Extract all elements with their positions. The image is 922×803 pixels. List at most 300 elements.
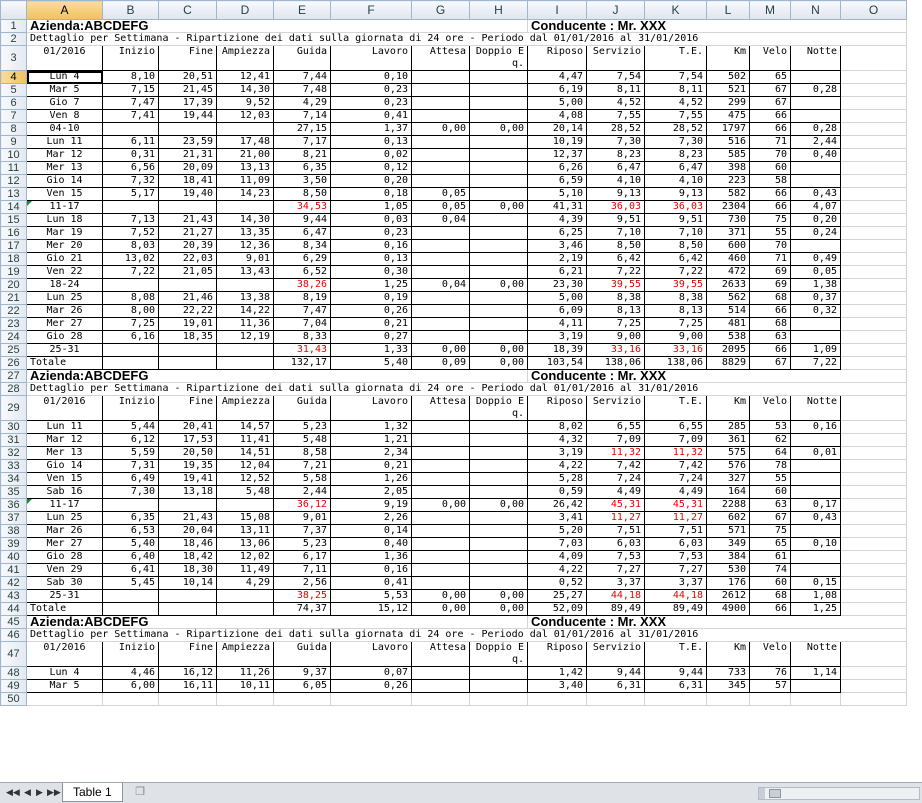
value-cell[interactable]: 22,22 <box>159 305 217 318</box>
value-cell[interactable] <box>470 188 528 201</box>
value-cell[interactable]: 8,13 <box>587 305 645 318</box>
value-cell[interactable]: 13,11 <box>217 525 274 538</box>
value-cell[interactable]: 9,44 <box>645 667 707 680</box>
value-cell[interactable]: 2,19 <box>528 253 587 266</box>
value-cell[interactable]: 7,54 <box>587 71 645 84</box>
value-cell[interactable]: 0,20 <box>791 214 841 227</box>
value-cell[interactable]: 0,09 <box>412 357 470 370</box>
value-cell[interactable]: 0,40 <box>791 149 841 162</box>
value-cell[interactable]: 7,24 <box>587 473 645 486</box>
empty-cell[interactable] <box>841 201 907 214</box>
value-cell[interactable]: 0,07 <box>331 667 412 680</box>
value-cell[interactable]: 0,24 <box>791 227 841 240</box>
value-cell[interactable] <box>791 564 841 577</box>
empty-cell[interactable] <box>841 564 907 577</box>
value-cell[interactable]: 481 <box>707 318 750 331</box>
new-sheet-icon[interactable]: ❐ <box>135 786 145 798</box>
scrollbar-thumb[interactable] <box>769 789 781 798</box>
value-cell[interactable]: 4,22 <box>528 564 587 577</box>
value-cell[interactable]: 571 <box>707 525 750 538</box>
header-cell[interactable] <box>750 46 791 71</box>
value-cell[interactable]: 20,14 <box>528 123 587 136</box>
value-cell[interactable]: 6,41 <box>103 564 159 577</box>
value-cell[interactable]: 0,20 <box>331 175 412 188</box>
row-header-48[interactable]: 48 <box>1 667 27 680</box>
sheet-tab-table-1[interactable]: Table 1 <box>62 783 123 802</box>
value-cell[interactable]: 6,11 <box>103 136 159 149</box>
value-cell[interactable]: 7,25 <box>645 318 707 331</box>
value-cell[interactable]: 6,42 <box>587 253 645 266</box>
value-cell[interactable] <box>412 318 470 331</box>
value-cell[interactable] <box>217 279 274 292</box>
value-cell[interactable]: 3,41 <box>528 512 587 525</box>
value-cell[interactable]: 26,42 <box>528 499 587 512</box>
value-cell[interactable]: 8,11 <box>645 84 707 97</box>
row-label-cell[interactable]: Gio 28 <box>27 331 103 344</box>
row-header-49[interactable]: 49 <box>1 680 27 693</box>
row-label-cell[interactable]: Gio 7 <box>27 97 103 110</box>
empty-cell[interactable] <box>841 318 907 331</box>
value-cell[interactable]: 14,51 <box>217 447 274 460</box>
value-cell[interactable]: 9,44 <box>274 214 331 227</box>
value-cell[interactable] <box>412 97 470 110</box>
value-cell[interactable]: 8,08 <box>103 292 159 305</box>
value-cell[interactable]: 66 <box>750 123 791 136</box>
value-cell[interactable]: 2633 <box>707 279 750 292</box>
row-label-cell[interactable]: Sab 30 <box>27 577 103 590</box>
value-cell[interactable]: 62 <box>750 434 791 447</box>
value-cell[interactable]: 9,52 <box>217 97 274 110</box>
value-cell[interactable]: 7,22 <box>103 266 159 279</box>
value-cell[interactable]: 7,10 <box>587 227 645 240</box>
value-cell[interactable]: 11,36 <box>217 318 274 331</box>
value-cell[interactable] <box>412 434 470 447</box>
value-cell[interactable] <box>103 279 159 292</box>
value-cell[interactable]: 6,47 <box>274 227 331 240</box>
value-cell[interactable]: 2304 <box>707 201 750 214</box>
value-cell[interactable]: 3,19 <box>528 331 587 344</box>
value-cell[interactable]: 41,31 <box>528 201 587 214</box>
value-cell[interactable]: 7,27 <box>587 564 645 577</box>
value-cell[interactable] <box>217 603 274 616</box>
value-cell[interactable]: 3,46 <box>528 240 587 253</box>
row-label-cell[interactable]: Lun 11 <box>27 136 103 149</box>
row-label-cell[interactable]: Ven 8 <box>27 110 103 123</box>
value-cell[interactable]: 14,30 <box>217 84 274 97</box>
value-cell[interactable]: 15,08 <box>217 512 274 525</box>
value-cell[interactable] <box>470 110 528 123</box>
value-cell[interactable]: 66 <box>750 344 791 357</box>
header-cell[interactable] <box>103 396 159 421</box>
value-cell[interactable]: 10,11 <box>217 680 274 693</box>
value-cell[interactable] <box>470 680 528 693</box>
value-cell[interactable]: 8,23 <box>645 149 707 162</box>
value-cell[interactable]: 0,10 <box>791 538 841 551</box>
header-cell[interactable] <box>645 396 707 421</box>
value-cell[interactable]: 7,47 <box>274 305 331 318</box>
value-cell[interactable]: 9,01 <box>274 512 331 525</box>
row-header-14[interactable]: 14 <box>1 201 27 214</box>
value-cell[interactable]: 0,12 <box>331 162 412 175</box>
empty-cell[interactable] <box>841 486 907 499</box>
value-cell[interactable] <box>470 214 528 227</box>
row-label-cell[interactable]: Mar 26 <box>27 525 103 538</box>
empty-cell[interactable] <box>841 331 907 344</box>
value-cell[interactable]: 5,10 <box>528 188 587 201</box>
value-cell[interactable]: 57 <box>750 680 791 693</box>
value-cell[interactable] <box>103 201 159 214</box>
value-cell[interactable]: 18,35 <box>159 331 217 344</box>
row-label-cell[interactable]: 04-10 <box>27 123 103 136</box>
empty-cell[interactable] <box>841 214 907 227</box>
value-cell[interactable] <box>412 680 470 693</box>
value-cell[interactable]: 8,50 <box>587 240 645 253</box>
row-header-32[interactable]: 32 <box>1 447 27 460</box>
value-cell[interactable]: 7,25 <box>103 318 159 331</box>
value-cell[interactable]: 0,10 <box>331 71 412 84</box>
row-label-cell[interactable]: 25-31 <box>27 344 103 357</box>
value-cell[interactable] <box>470 162 528 175</box>
value-cell[interactable]: 0,13 <box>331 136 412 149</box>
value-cell[interactable]: 10,14 <box>159 577 217 590</box>
header-cell[interactable] <box>217 46 274 71</box>
empty-cell[interactable] <box>159 693 217 706</box>
value-cell[interactable]: 223 <box>707 175 750 188</box>
value-cell[interactable]: 7,53 <box>645 551 707 564</box>
value-cell[interactable]: 5,58 <box>274 473 331 486</box>
value-cell[interactable] <box>470 253 528 266</box>
value-cell[interactable]: 6,56 <box>103 162 159 175</box>
value-cell[interactable]: 6,09 <box>528 305 587 318</box>
value-cell[interactable]: 74,37 <box>274 603 331 616</box>
header-cell[interactable] <box>528 642 587 667</box>
value-cell[interactable]: 4,39 <box>528 214 587 227</box>
value-cell[interactable]: 8,50 <box>645 240 707 253</box>
value-cell[interactable]: 7,37 <box>274 525 331 538</box>
value-cell[interactable]: 1,05 <box>331 201 412 214</box>
value-cell[interactable]: 6,52 <box>274 266 331 279</box>
value-cell[interactable]: 0,00 <box>470 499 528 512</box>
value-cell[interactable]: 5,00 <box>528 97 587 110</box>
value-cell[interactable]: 1797 <box>707 123 750 136</box>
value-cell[interactable]: 6,16 <box>103 331 159 344</box>
value-cell[interactable]: 0,00 <box>412 590 470 603</box>
row-header-45[interactable]: 45 <box>1 616 27 629</box>
value-cell[interactable]: 13,02 <box>103 253 159 266</box>
value-cell[interactable]: 23,30 <box>528 279 587 292</box>
value-cell[interactable] <box>103 499 159 512</box>
row-header-31[interactable]: 31 <box>1 434 27 447</box>
value-cell[interactable]: 327 <box>707 473 750 486</box>
row-header-43[interactable]: 43 <box>1 590 27 603</box>
header-cell[interactable] <box>528 396 587 421</box>
column-header-m[interactable]: M <box>750 1 791 20</box>
value-cell[interactable]: 1,38 <box>791 279 841 292</box>
header-cell[interactable] <box>103 642 159 667</box>
column-header-b[interactable]: B <box>103 1 159 20</box>
value-cell[interactable]: 7,31 <box>103 460 159 473</box>
value-cell[interactable]: 61 <box>750 551 791 564</box>
value-cell[interactable]: 19,41 <box>159 473 217 486</box>
header-cell[interactable] <box>750 642 791 667</box>
header-cell[interactable] <box>217 642 274 667</box>
value-cell[interactable]: 7,15 <box>103 84 159 97</box>
value-cell[interactable]: 0,00 <box>412 603 470 616</box>
column-header-g[interactable]: G <box>412 1 470 20</box>
empty-cell[interactable] <box>841 434 907 447</box>
value-cell[interactable]: 361 <box>707 434 750 447</box>
value-cell[interactable]: 0,30 <box>331 266 412 279</box>
row-header-50[interactable]: 50 <box>1 693 27 706</box>
value-cell[interactable] <box>791 680 841 693</box>
value-cell[interactable] <box>412 253 470 266</box>
value-cell[interactable]: 0,23 <box>331 97 412 110</box>
value-cell[interactable] <box>470 551 528 564</box>
empty-cell[interactable] <box>331 693 412 706</box>
value-cell[interactable]: 138,06 <box>587 357 645 370</box>
value-cell[interactable]: 7,21 <box>274 460 331 473</box>
value-cell[interactable]: 0,02 <box>331 149 412 162</box>
row-label-cell[interactable]: Ven 22 <box>27 266 103 279</box>
value-cell[interactable]: 28,52 <box>587 123 645 136</box>
header-cell[interactable] <box>528 46 587 71</box>
value-cell[interactable]: 3,19 <box>528 447 587 460</box>
value-cell[interactable]: 4,09 <box>528 551 587 564</box>
value-cell[interactable]: 8,23 <box>587 149 645 162</box>
value-cell[interactable]: 7,30 <box>103 486 159 499</box>
value-cell[interactable]: 11,32 <box>645 447 707 460</box>
value-cell[interactable] <box>470 331 528 344</box>
empty-cell[interactable] <box>841 149 907 162</box>
value-cell[interactable]: 0,41 <box>331 577 412 590</box>
value-cell[interactable]: 9,19 <box>331 499 412 512</box>
value-cell[interactable]: 6,53 <box>103 525 159 538</box>
empty-cell[interactable] <box>841 162 907 175</box>
row-header-29[interactable]: 29 <box>1 396 27 421</box>
empty-cell[interactable] <box>841 46 907 71</box>
value-cell[interactable]: 2,56 <box>274 577 331 590</box>
header-cell[interactable] <box>412 396 470 421</box>
value-cell[interactable]: 52,09 <box>528 603 587 616</box>
value-cell[interactable]: 398 <box>707 162 750 175</box>
empty-cell[interactable] <box>841 188 907 201</box>
row-header-44[interactable]: 44 <box>1 603 27 616</box>
empty-cell[interactable] <box>841 123 907 136</box>
value-cell[interactable]: 5,45 <box>103 577 159 590</box>
row-header-8[interactable]: 8 <box>1 123 27 136</box>
value-cell[interactable] <box>412 551 470 564</box>
row-label-cell[interactable]: 18-24 <box>27 279 103 292</box>
value-cell[interactable]: 5,17 <box>103 188 159 201</box>
value-cell[interactable]: 8829 <box>707 357 750 370</box>
row-label-cell[interactable]: Sab 16 <box>27 486 103 499</box>
row-label-cell[interactable]: 11-17 <box>27 201 103 214</box>
value-cell[interactable]: 11,26 <box>217 667 274 680</box>
header-cell[interactable] <box>27 642 103 667</box>
column-header-f[interactable]: F <box>331 1 412 20</box>
empty-cell[interactable] <box>841 590 907 603</box>
value-cell[interactable]: 6,59 <box>528 175 587 188</box>
value-cell[interactable]: 13,18 <box>159 486 217 499</box>
header-cell[interactable] <box>587 46 645 71</box>
value-cell[interactable]: 13,43 <box>217 266 274 279</box>
header-cell[interactable] <box>274 46 331 71</box>
value-cell[interactable]: 7,11 <box>274 564 331 577</box>
value-cell[interactable]: 0,00 <box>412 499 470 512</box>
value-cell[interactable]: 7,51 <box>587 525 645 538</box>
row-header-21[interactable]: 21 <box>1 292 27 305</box>
value-cell[interactable] <box>159 499 217 512</box>
row-header-34[interactable]: 34 <box>1 473 27 486</box>
value-cell[interactable] <box>470 447 528 460</box>
value-cell[interactable]: 0,27 <box>331 331 412 344</box>
value-cell[interactable]: 7,04 <box>274 318 331 331</box>
value-cell[interactable]: 12,36 <box>217 240 274 253</box>
value-cell[interactable]: 2,44 <box>274 486 331 499</box>
value-cell[interactable]: 65 <box>750 71 791 84</box>
row-header-30[interactable]: 30 <box>1 421 27 434</box>
value-cell[interactable]: 6,19 <box>528 84 587 97</box>
value-cell[interactable] <box>412 175 470 188</box>
value-cell[interactable]: 78 <box>750 460 791 473</box>
value-cell[interactable]: 1,42 <box>528 667 587 680</box>
value-cell[interactable]: 19,40 <box>159 188 217 201</box>
value-cell[interactable]: 8,34 <box>274 240 331 253</box>
value-cell[interactable]: 20,51 <box>159 71 217 84</box>
value-cell[interactable] <box>412 486 470 499</box>
empty-cell[interactable] <box>841 253 907 266</box>
value-cell[interactable]: 11,09 <box>217 175 274 188</box>
row-label-cell[interactable]: Lun 11 <box>27 421 103 434</box>
value-cell[interactable]: 21,27 <box>159 227 217 240</box>
value-cell[interactable] <box>412 71 470 84</box>
row-header-6[interactable]: 6 <box>1 97 27 110</box>
value-cell[interactable]: 460 <box>707 253 750 266</box>
value-cell[interactable]: 11,32 <box>587 447 645 460</box>
value-cell[interactable]: 33,16 <box>587 344 645 357</box>
value-cell[interactable]: 60 <box>750 162 791 175</box>
header-cell[interactable] <box>750 396 791 421</box>
value-cell[interactable]: 349 <box>707 538 750 551</box>
value-cell[interactable]: 4,11 <box>528 318 587 331</box>
value-cell[interactable]: 0,00 <box>470 590 528 603</box>
value-cell[interactable]: 0,00 <box>412 344 470 357</box>
row-header-16[interactable]: 16 <box>1 227 27 240</box>
header-cell[interactable] <box>707 642 750 667</box>
value-cell[interactable]: 1,37 <box>331 123 412 136</box>
value-cell[interactable]: 0,17 <box>791 499 841 512</box>
value-cell[interactable] <box>470 512 528 525</box>
value-cell[interactable]: 4,52 <box>645 97 707 110</box>
value-cell[interactable]: 7,27 <box>645 564 707 577</box>
value-cell[interactable]: 6,25 <box>528 227 587 240</box>
value-cell[interactable] <box>470 71 528 84</box>
value-cell[interactable] <box>103 590 159 603</box>
value-cell[interactable]: 21,31 <box>159 149 217 162</box>
row-header-13[interactable]: 13 <box>1 188 27 201</box>
value-cell[interactable]: 0,13 <box>331 253 412 266</box>
empty-cell[interactable] <box>470 693 528 706</box>
value-cell[interactable]: 0,00 <box>412 123 470 136</box>
empty-cell[interactable] <box>841 97 907 110</box>
value-cell[interactable] <box>470 421 528 434</box>
empty-cell[interactable] <box>707 693 750 706</box>
value-cell[interactable]: 6,42 <box>645 253 707 266</box>
header-cell[interactable] <box>707 46 750 71</box>
header-cell[interactable] <box>791 46 841 71</box>
row-header-17[interactable]: 17 <box>1 240 27 253</box>
value-cell[interactable]: 58 <box>750 175 791 188</box>
value-cell[interactable]: 66 <box>750 305 791 318</box>
row-header-26[interactable]: 26 <box>1 357 27 370</box>
value-cell[interactable]: 9,44 <box>587 667 645 680</box>
header-cell[interactable] <box>274 396 331 421</box>
value-cell[interactable]: 14,30 <box>217 214 274 227</box>
value-cell[interactable] <box>470 318 528 331</box>
value-cell[interactable]: 1,14 <box>791 667 841 680</box>
row-header-24[interactable]: 24 <box>1 331 27 344</box>
value-cell[interactable]: 4,46 <box>103 667 159 680</box>
value-cell[interactable]: 103,54 <box>528 357 587 370</box>
row-label-cell[interactable]: 25-31 <box>27 590 103 603</box>
row-header-47[interactable]: 47 <box>1 642 27 667</box>
value-cell[interactable]: 11,49 <box>217 564 274 577</box>
value-cell[interactable]: 11,41 <box>217 434 274 447</box>
row-label-cell[interactable]: Ven 15 <box>27 473 103 486</box>
value-cell[interactable]: 2095 <box>707 344 750 357</box>
value-cell[interactable]: 0,23 <box>331 227 412 240</box>
header-cell[interactable] <box>159 396 217 421</box>
value-cell[interactable]: 7,32 <box>103 175 159 188</box>
value-cell[interactable]: 13,35 <box>217 227 274 240</box>
value-cell[interactable]: 1,26 <box>331 473 412 486</box>
value-cell[interactable]: 38,25 <box>274 590 331 603</box>
value-cell[interactable]: 6,55 <box>645 421 707 434</box>
value-cell[interactable]: 19,01 <box>159 318 217 331</box>
value-cell[interactable]: 5,53 <box>331 590 412 603</box>
value-cell[interactable]: 285 <box>707 421 750 434</box>
split-handle[interactable] <box>759 788 765 799</box>
header-cell[interactable] <box>470 642 528 667</box>
value-cell[interactable]: 12,41 <box>217 71 274 84</box>
row-header-10[interactable]: 10 <box>1 149 27 162</box>
value-cell[interactable]: 7,14 <box>274 110 331 123</box>
row-header-36[interactable]: 36 <box>1 499 27 512</box>
row-header-39[interactable]: 39 <box>1 538 27 551</box>
value-cell[interactable]: 8,38 <box>645 292 707 305</box>
value-cell[interactable] <box>470 266 528 279</box>
value-cell[interactable]: 18,41 <box>159 175 217 188</box>
value-cell[interactable]: 23,59 <box>159 136 217 149</box>
empty-cell[interactable] <box>841 305 907 318</box>
value-cell[interactable]: 1,25 <box>791 603 841 616</box>
row-label-cell[interactable]: Mar 12 <box>27 434 103 447</box>
value-cell[interactable] <box>470 473 528 486</box>
value-cell[interactable]: 0,28 <box>791 84 841 97</box>
value-cell[interactable]: 7,30 <box>645 136 707 149</box>
header-cell[interactable] <box>159 642 217 667</box>
empty-cell[interactable] <box>528 693 587 706</box>
value-cell[interactable] <box>412 136 470 149</box>
empty-cell[interactable] <box>841 396 907 421</box>
value-cell[interactable]: 67 <box>750 97 791 110</box>
value-cell[interactable]: 6,49 <box>103 473 159 486</box>
value-cell[interactable] <box>791 240 841 253</box>
value-cell[interactable]: 67 <box>750 84 791 97</box>
row-header-20[interactable]: 20 <box>1 279 27 292</box>
value-cell[interactable]: 5,00 <box>528 292 587 305</box>
value-cell[interactable]: 38,26 <box>274 279 331 292</box>
